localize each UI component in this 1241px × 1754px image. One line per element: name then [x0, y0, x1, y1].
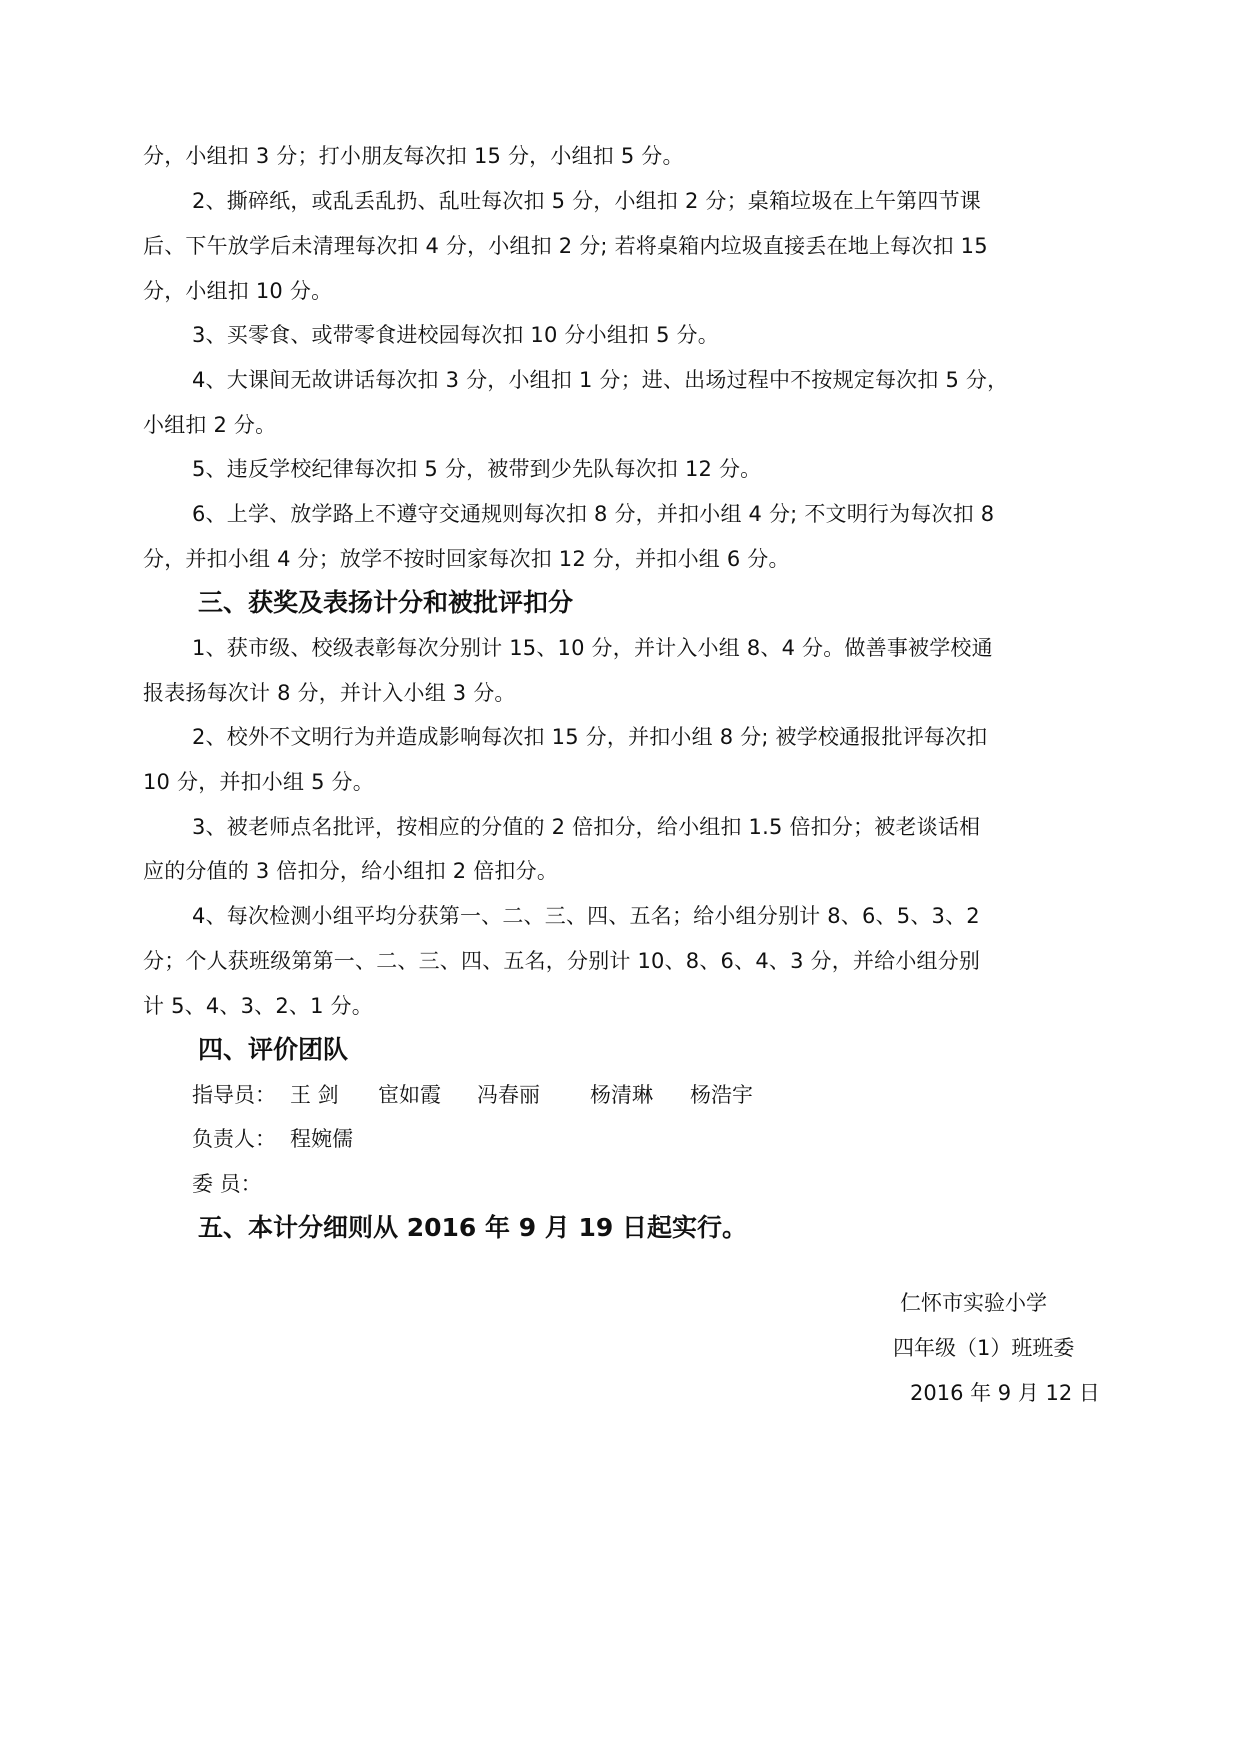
section-heading-4: 四、评价团队 [198, 1035, 349, 1064]
rule-line: 分，小组扣 10 分。 [143, 279, 333, 303]
leader-label: 负责人： [192, 1127, 276, 1151]
advisor-label: 指导员： [192, 1083, 276, 1107]
rule-line: 分；个人获班级第第一、二、三、四、五名，分别计 10、8、6、4、3 分，并给小组分别 [143, 949, 981, 973]
advisor-name: 王 剑 [290, 1083, 339, 1107]
rule-item-6: 6、上学、放学路上不遵守交通规则每次扣 8 分，并扣小组 4 分; 不文明行为每次扣 8 [192, 502, 995, 526]
rule-line: 分，小组扣 3 分；打小朋友每次扣 15 分，小组扣 5 分。 [143, 144, 684, 168]
signature-school: 仁怀市实验小学 [900, 1291, 1047, 1315]
advisor-name: 宦如霞 [378, 1083, 441, 1107]
leader-name: 程婉儒 [290, 1127, 353, 1151]
rule-item-2: 2、撕碎纸，或乱丢乱扔、乱吐每次扣 5 分，小组扣 2 分；桌箱垃圾在上午第四节课 [192, 189, 981, 213]
rule-line: 10 分，并扣小组 5 分。 [143, 770, 374, 794]
advisor-name: 冯春丽 [477, 1083, 540, 1107]
rule-item-5: 5、违反学校纪律每次扣 5 分，被带到少先队每次扣 12 分。 [192, 457, 762, 481]
signature-date: 2016 年 9 月 12 日 [910, 1381, 1100, 1405]
rule-item-3: 3、买零食、或带零食进校园每次扣 10 分小组扣 5 分。 [192, 323, 719, 347]
rule-line: 后、下午放学后未清理每次扣 4 分，小组扣 2 分; 若将桌箱内垃圾直接丢在地上每次扣 15 [143, 234, 988, 258]
section-heading-5: 五、本计分细则从 2016 年 9 月 19 日起实行。 [198, 1213, 747, 1242]
rule-item-4: 4、大课间无故讲话每次扣 3 分，小组扣 1 分；进、出场过程中不按规定每次扣 5 分， [192, 368, 1009, 392]
rule-line: 应的分值的 3 倍扣分，给小组扣 2 倍扣分。 [143, 859, 559, 883]
award-item-2: 2、校外不文明行为并造成影响每次扣 15 分，并扣小组 8 分; 被学校通报批评每次扣 [192, 725, 988, 749]
advisor-name: 杨清琳 [590, 1083, 653, 1107]
award-item-4: 4、每次检测小组平均分获第一、二、三、四、五名；给小组分别计 8、6、5、3、2 [192, 904, 980, 928]
award-item-1: 1、获市级、校级表彰每次分别计 15、10 分，并计入小组 8、4 分。做善事被学校通 [192, 636, 993, 660]
rule-line: 报表扬每次计 8 分，并计入小组 3 分。 [143, 681, 516, 705]
section-heading-3: 三、获奖及表扬计分和被批评扣分 [198, 588, 574, 617]
advisor-name: 杨浩宇 [690, 1083, 753, 1107]
rule-line: 计 5、4、3、2、1 分。 [143, 994, 373, 1018]
rule-line: 分，并扣小组 4 分；放学不按时回家每次扣 12 分，并扣小组 6 分。 [143, 547, 790, 571]
signature-class-committee: 四年级（1）班班委 [893, 1336, 1075, 1360]
members-label: 委 员： [192, 1172, 262, 1196]
rule-line: 小组扣 2 分。 [143, 413, 277, 437]
award-item-3: 3、被老师点名批评，按相应的分值的 2 倍扣分，给小组扣 1.5 倍扣分；被老谈话相 [192, 815, 981, 839]
